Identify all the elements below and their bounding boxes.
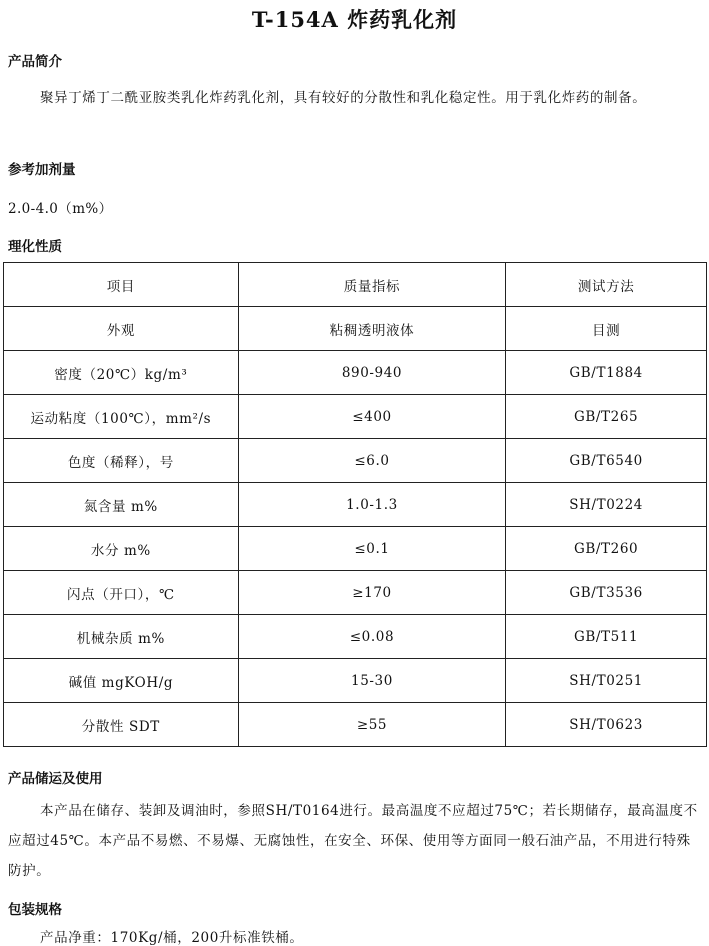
- table-header-row: [4, 263, 707, 307]
- intro-heading: 产品简介: [8, 54, 62, 70]
- cell-method: SH/T0251: [506, 659, 707, 703]
- cell-item: 色度（稀释），号: [4, 439, 239, 483]
- cell-spec: 890-940: [238, 351, 506, 395]
- header-item: 项目: [4, 263, 239, 307]
- cell-method: GB/T511: [506, 615, 707, 659]
- table-row: [4, 307, 707, 351]
- cell-method: SH/T0623: [506, 703, 707, 747]
- table-row: [4, 351, 707, 395]
- cell-item: 运动粘度（100℃），mm²/s: [4, 395, 239, 439]
- cell-item: 机械杂质 m%: [4, 615, 239, 659]
- cell-item: 密度（20℃）kg/m³: [4, 351, 239, 395]
- cell-spec: ≤0.1: [238, 527, 506, 571]
- storage-paragraph: 本产品在储存、装卸及调油时，参照SH/T0164进行。最高温度不应超过75℃；若长期储存，最高温度不应超过45℃。本产品不易燃、不易爆、无腐蚀性，在安全、环保、使用等方面同一般石油产品，不用进行特殊防护。: [8, 803, 698, 879]
- packaging-text: 产品净重：170Kg/桶，200升标准铁桶。: [40, 930, 304, 946]
- cell-item: 氮含量 m%: [4, 483, 239, 527]
- cell-spec: ≤400: [238, 395, 506, 439]
- cell-method: GB/T3536: [506, 571, 707, 615]
- packaging-heading: 包装规格: [8, 902, 62, 918]
- document-title: T-154A 炸药乳化剂: [251, 7, 458, 32]
- header-spec: 质量指标: [238, 263, 506, 307]
- cell-spec: 15-30: [238, 659, 506, 703]
- cell-method: GB/T260: [506, 527, 707, 571]
- storage-heading: 产品储运及使用: [8, 771, 103, 787]
- cell-method: GB/T265: [506, 395, 707, 439]
- table-row: [4, 395, 707, 439]
- header-method: 测试方法: [506, 263, 707, 307]
- table-row: [4, 659, 707, 703]
- table-row: [4, 571, 707, 615]
- cell-spec: 粘稠透明液体: [238, 307, 506, 351]
- cell-method: 目测: [506, 307, 707, 351]
- dosage-heading: 参考加剂量: [8, 162, 76, 178]
- cell-item: 闪点（开口），℃: [4, 571, 239, 615]
- cell-item: 分散性 SDT: [4, 703, 239, 747]
- cell-method: SH/T0224: [506, 483, 707, 527]
- cell-spec: 1.0-1.3: [238, 483, 506, 527]
- cell-item: 水分 m%: [4, 527, 239, 571]
- cell-item: 外观: [4, 307, 239, 351]
- cell-method: GB/T6540: [506, 439, 707, 483]
- cell-spec: ≤6.0: [238, 439, 506, 483]
- table-row: [4, 439, 707, 483]
- properties-table: [3, 262, 707, 747]
- properties-heading: 理化性质: [8, 239, 62, 255]
- cell-spec: ≥170: [238, 571, 506, 615]
- cell-spec: ≥55: [238, 703, 506, 747]
- cell-method: GB/T1884: [506, 351, 707, 395]
- cell-item: 碱值 mgKOH/g: [4, 659, 239, 703]
- table-row: [4, 527, 707, 571]
- table-row: [4, 483, 707, 527]
- dosage-value: 2.0-4.0（m%）: [8, 201, 113, 217]
- intro-paragraph: 聚异丁烯丁二酰亚胺类乳化炸药乳化剂，具有较好的分散性和乳化稳定性。用于乳化炸药的制备。: [40, 90, 647, 106]
- table-row: [4, 615, 707, 659]
- table-row: [4, 703, 707, 747]
- cell-spec: ≤0.08: [238, 615, 506, 659]
